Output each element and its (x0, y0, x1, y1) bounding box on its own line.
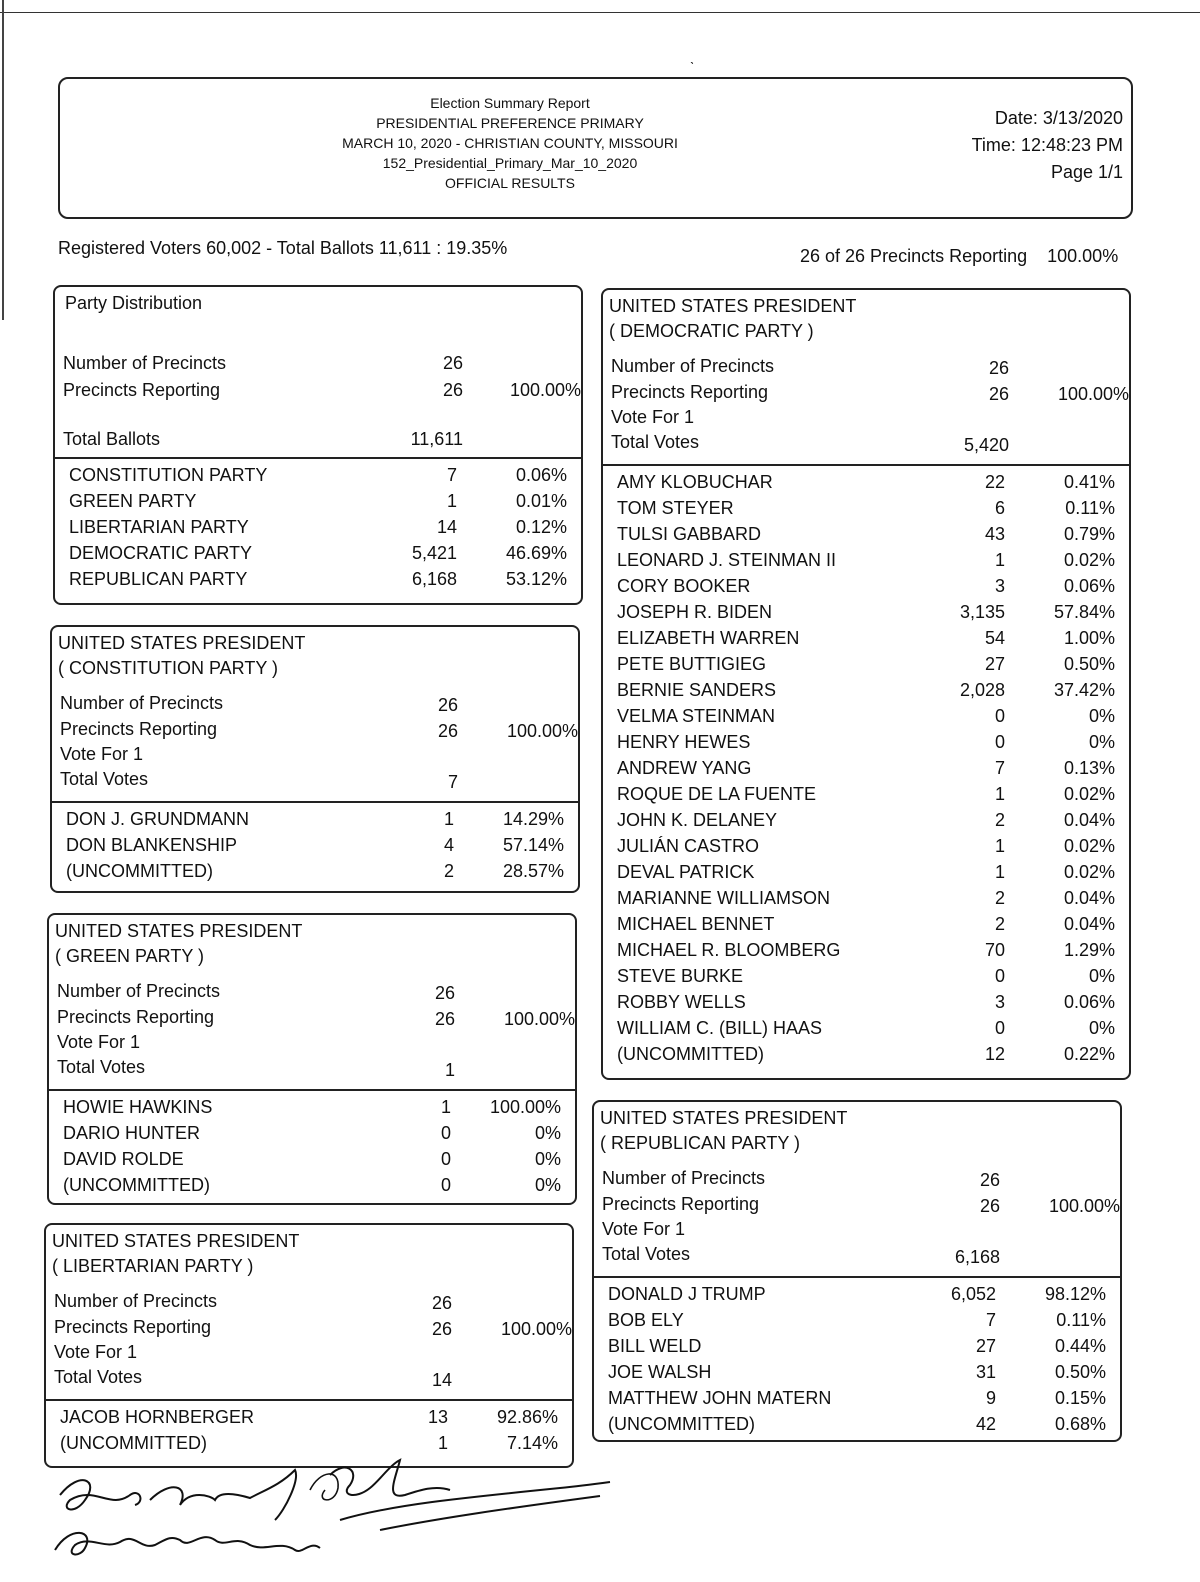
stat-label: Vote For 1 (611, 407, 695, 427)
stat-label: Number of Precincts (57, 981, 221, 1001)
candidate-votes: 1 (443, 809, 454, 829)
candidate-pct: 0.06% (1063, 576, 1115, 596)
candidate-pct: 92.86% (496, 1407, 558, 1427)
candidate-row (617, 888, 1137, 914)
candidate-row (617, 784, 1137, 810)
stat-value: 26 (988, 384, 1009, 404)
candidate-name: ROQUE DE LA FUENTE (617, 784, 817, 804)
candidate-votes: 1 (440, 1097, 451, 1117)
candidate-row (66, 861, 586, 887)
stat-value: 14 (431, 1370, 452, 1390)
candidate-name: HENRY HEWES (617, 732, 751, 752)
candidate-name: CORY BOOKER (617, 576, 751, 596)
candidate-row (617, 576, 1137, 602)
candidate-votes: 14 (436, 517, 457, 537)
candidate-name: VELMA STEINMAN (617, 706, 776, 726)
candidate-votes: 6,052 (950, 1284, 996, 1304)
candidate-row (617, 836, 1137, 862)
stat-value: 26 (442, 353, 463, 373)
candidate-pct: 1.29% (1063, 940, 1115, 960)
candidate-name: WILLIAM C. (BILL) HAAS (617, 1018, 823, 1038)
stat-row (611, 382, 1131, 408)
candidate-name: TOM STEYER (617, 498, 734, 518)
party-subtitle: ( CONSTITUTION PARTY ) (58, 658, 279, 678)
candidate-pct: 0.50% (1063, 654, 1115, 674)
candidate-row (60, 1407, 580, 1433)
candidate-pct: 0.41% (1063, 472, 1115, 492)
stat-pct: 100.00% (506, 721, 578, 741)
candidate-votes: 22 (984, 472, 1005, 492)
precincts-reporting-text: 26 of 26 Precincts Reporting (800, 246, 1028, 266)
candidate-pct: 0.79% (1063, 524, 1115, 544)
candidate-row (63, 1123, 583, 1149)
stat-value: 6,168 (954, 1247, 1000, 1267)
candidate-row (617, 914, 1137, 940)
candidate-pct: 0.22% (1063, 1044, 1115, 1064)
candidate-row (617, 706, 1137, 732)
report-election-id: 152_Presidential_Primary_Mar_10_2020 (382, 155, 638, 171)
candidate-name: STEVE BURKE (617, 966, 744, 986)
candidate-row (608, 1388, 1128, 1414)
candidate-name: BILL WELD (608, 1336, 702, 1356)
candidate-votes: 31 (975, 1362, 996, 1382)
stat-pct: 100.00% (1048, 1196, 1120, 1216)
stat-value: 26 (431, 1319, 452, 1339)
candidate-pct: 28.57% (502, 861, 564, 881)
stat-row (63, 380, 583, 406)
stat-label: Number of Precincts (60, 693, 224, 713)
candidate-pct: 0.13% (1063, 758, 1115, 778)
candidate-votes: 3,135 (959, 602, 1005, 622)
stat-pct: 100.00% (509, 380, 581, 400)
report-header-center (300, 93, 720, 193)
precincts-reporting-pct: 100.00% (1047, 246, 1119, 266)
stat-label: Precincts Reporting (63, 380, 221, 400)
democratic-party-box (601, 288, 1131, 1080)
candidate-name: (UNCOMMITTED) (60, 1433, 207, 1453)
candidate-pct: 1.00% (1063, 628, 1115, 648)
section-divider (52, 801, 578, 803)
box-title: Party Distribution (65, 293, 203, 313)
candidate-votes: 2 (994, 888, 1005, 908)
report-header (58, 77, 1133, 219)
stat-label: Total Votes (602, 1244, 691, 1264)
candidate-row (608, 1362, 1128, 1388)
party-subtitle: ( LIBERTARIAN PARTY ) (52, 1256, 254, 1276)
candidate-row (617, 498, 1137, 524)
candidate-pct: 0.44% (1054, 1336, 1106, 1356)
candidate-pct: 0.01% (515, 491, 567, 511)
office-title: UNITED STATES PRESIDENT (609, 296, 857, 316)
candidate-votes: 2,028 (959, 680, 1005, 700)
candidate-name: (UNCOMMITTED) (66, 861, 213, 881)
stat-label: Total Votes (57, 1057, 146, 1077)
candidate-row (608, 1310, 1128, 1336)
candidate-votes: 7 (994, 758, 1005, 778)
candidate-pct: 0% (1088, 732, 1115, 752)
official-signatures (40, 1440, 640, 1580)
stat-value: 26 (979, 1170, 1000, 1190)
candidate-pct: 100.00% (489, 1097, 561, 1117)
party-subtitle: ( GREEN PARTY ) (55, 946, 205, 966)
candidate-row (617, 810, 1137, 836)
candidate-name: (UNCOMMITTED) (617, 1044, 764, 1064)
stat-row (611, 356, 1131, 382)
candidate-name: MARIANNE WILLIAMSON (617, 888, 831, 908)
candidate-pct: 0.50% (1054, 1362, 1106, 1382)
candidate-row (617, 758, 1137, 784)
candidate-row (617, 966, 1137, 992)
stat-value: 26 (979, 1196, 1000, 1216)
office-title: UNITED STATES PRESIDENT (55, 921, 303, 941)
stat-row (60, 693, 580, 719)
candidate-votes: 4 (443, 835, 454, 855)
candidate-votes: 0 (994, 1018, 1005, 1038)
stat-label: Precincts Reporting (57, 1007, 215, 1027)
green-party-box (47, 913, 577, 1205)
stat-row (54, 1342, 574, 1368)
candidate-name: BOB ELY (608, 1310, 684, 1330)
stat-label: Precincts Reporting (54, 1317, 212, 1337)
stat-label: Total Votes (54, 1367, 143, 1387)
stat-row (60, 769, 580, 795)
stat-label: Number of Precincts (611, 356, 775, 376)
candidate-row (69, 543, 589, 569)
candidate-row (617, 732, 1137, 758)
candidate-name: (UNCOMMITTED) (63, 1175, 210, 1195)
candidate-pct: 0.15% (1054, 1388, 1106, 1408)
stat-value: 26 (431, 1293, 452, 1313)
candidate-name: ANDREW YANG (617, 758, 752, 778)
candidate-votes: 42 (975, 1414, 996, 1434)
candidate-row (617, 680, 1137, 706)
candidate-votes: 1 (437, 1433, 448, 1453)
stat-row (602, 1244, 1122, 1270)
candidate-pct: 46.69% (505, 543, 567, 563)
candidate-pct: 0.68% (1054, 1414, 1106, 1434)
candidate-pct: 0.04% (1063, 810, 1115, 830)
candidate-name: JOHN K. DELANEY (617, 810, 778, 830)
stat-value: 26 (442, 380, 463, 400)
candidate-row (69, 491, 589, 517)
candidate-pct: 0% (534, 1149, 561, 1169)
stat-label: Number of Precincts (63, 353, 227, 373)
section-divider (55, 457, 581, 459)
candidate-pct: 0.11% (1056, 1310, 1106, 1330)
candidate-name: GREEN PARTY (69, 491, 197, 511)
candidate-pct: 37.42% (1053, 680, 1115, 700)
stat-label: Precincts Reporting (602, 1194, 760, 1214)
candidate-row (617, 472, 1137, 498)
candidate-row (63, 1175, 583, 1201)
office-title: UNITED STATES PRESIDENT (52, 1231, 300, 1251)
candidate-name: LEONARD J. STEINMAN II (617, 550, 837, 570)
candidate-name: JOE WALSH (608, 1362, 712, 1382)
stat-label: Number of Precincts (54, 1291, 218, 1311)
candidate-row (69, 517, 589, 543)
candidate-name: (UNCOMMITTED) (608, 1414, 755, 1434)
report-header-right (972, 105, 1123, 186)
candidate-votes: 0 (994, 732, 1005, 752)
candidate-row (66, 809, 586, 835)
candidate-pct: 0% (534, 1175, 561, 1195)
candidate-pct: 98.12% (1044, 1284, 1106, 1304)
stat-label: Vote For 1 (602, 1219, 686, 1239)
stat-value: 5,420 (963, 435, 1009, 455)
candidate-votes: 9 (985, 1388, 996, 1408)
candidate-votes: 1 (994, 784, 1005, 804)
stat-label: Precincts Reporting (60, 719, 218, 739)
stat-value: 7 (447, 772, 458, 792)
candidate-pct: 0% (1088, 1018, 1115, 1038)
section-divider (46, 1399, 572, 1401)
republican-party-box (592, 1100, 1122, 1442)
candidate-votes: 2 (994, 914, 1005, 934)
candidate-votes: 0 (994, 706, 1005, 726)
candidate-votes: 6 (994, 498, 1005, 518)
stat-pct: 100.00% (500, 1319, 572, 1339)
stat-pct: 100.00% (1057, 384, 1129, 404)
candidate-pct: 0.02% (1063, 550, 1115, 570)
stat-label: Vote For 1 (57, 1032, 141, 1052)
stat-row (57, 1057, 577, 1083)
libertarian-party-box (44, 1223, 574, 1468)
constitution-party-box (50, 625, 580, 893)
stat-row (54, 1291, 574, 1317)
candidate-votes: 3 (994, 576, 1005, 596)
candidate-pct: 0.06% (1063, 992, 1115, 1012)
stat-value: 26 (434, 983, 455, 1003)
stat-row (54, 1367, 574, 1393)
candidate-votes: 7 (985, 1310, 996, 1330)
candidate-pct: 0% (1088, 706, 1115, 726)
candidate-votes: 0 (440, 1123, 451, 1143)
stat-value: 1 (444, 1060, 455, 1080)
candidate-pct: 0.02% (1063, 862, 1115, 882)
candidate-votes: 5,421 (411, 543, 457, 563)
candidate-name: DAVID ROLDE (63, 1149, 184, 1169)
stat-row (602, 1194, 1122, 1220)
candidate-votes: 27 (984, 654, 1005, 674)
candidate-votes: 1 (994, 862, 1005, 882)
candidate-pct: 0.12% (515, 517, 567, 537)
stat-value: 11,611 (410, 429, 463, 449)
candidate-pct: 7.14% (506, 1433, 558, 1453)
candidate-name: ROBBY WELLS (617, 992, 746, 1012)
candidate-votes: 13 (427, 1407, 448, 1427)
candidate-pct: 0.04% (1063, 888, 1115, 908)
candidate-name: REPUBLICAN PARTY (69, 569, 248, 589)
candidate-row (617, 602, 1137, 628)
stat-row (54, 1317, 574, 1343)
candidate-name: LIBERTARIAN PARTY (69, 517, 249, 537)
office-title: UNITED STATES PRESIDENT (58, 633, 306, 653)
party-subtitle: ( DEMOCRATIC PARTY ) (609, 321, 814, 341)
candidate-votes: 27 (975, 1336, 996, 1356)
candidate-row (617, 1018, 1137, 1044)
stat-value: 26 (437, 695, 458, 715)
candidate-pct: 0.02% (1063, 836, 1115, 856)
stat-row (63, 429, 583, 455)
candidate-row (66, 835, 586, 861)
stat-value: 26 (988, 358, 1009, 378)
stat-row (57, 981, 577, 1007)
report-election-date-county: MARCH 10, 2020 - CHRISTIAN COUNTY, MISSOURI (342, 135, 678, 151)
candidate-votes: 54 (984, 628, 1005, 648)
report-status: OFFICIAL RESULTS (445, 175, 575, 191)
candidate-row (617, 992, 1137, 1018)
stat-label: Total Votes (60, 769, 149, 789)
precincts-reporting-summary (800, 246, 1118, 267)
scan-speck: ˎ (690, 48, 695, 64)
candidate-votes: 12 (984, 1044, 1005, 1064)
section-divider (594, 1276, 1120, 1278)
candidate-name: JULIÁN CASTRO (617, 836, 760, 856)
candidate-pct: 53.12% (505, 569, 567, 589)
candidate-name: JACOB HORNBERGER (60, 1407, 255, 1427)
stat-row (60, 744, 580, 770)
stat-row (63, 353, 583, 379)
page-top-rule (0, 12, 1200, 13)
candidate-votes: 2 (443, 861, 454, 881)
candidate-pct: 0.04% (1063, 914, 1115, 934)
registered-voters-summary: Registered Voters 60,002 - Total Ballots 11,611 : 19.35% (58, 238, 508, 258)
candidate-votes: 0 (440, 1149, 451, 1169)
report-page: Page 1/1 (1050, 162, 1123, 182)
candidate-pct: 0% (1088, 966, 1115, 986)
candidate-row (69, 569, 589, 595)
candidate-name: ELIZABETH WARREN (617, 628, 800, 648)
party-subtitle: ( REPUBLICAN PARTY ) (600, 1133, 801, 1153)
stat-value: 26 (437, 721, 458, 741)
candidate-row (617, 654, 1137, 680)
candidate-name: DON BLANKENSHIP (66, 835, 238, 855)
stat-row (57, 1007, 577, 1033)
page-left-rule (2, 0, 4, 320)
candidate-votes: 0 (440, 1175, 451, 1195)
stat-row (602, 1168, 1122, 1194)
candidate-name: HOWIE HAWKINS (63, 1097, 213, 1117)
report-date: Date: 3/13/2020 (994, 108, 1123, 128)
candidate-row (617, 524, 1137, 550)
candidate-row (617, 1044, 1137, 1070)
candidate-votes: 1 (994, 836, 1005, 856)
candidate-row (608, 1414, 1128, 1440)
candidate-name: BERNIE SANDERS (617, 680, 777, 700)
candidate-name: MICHAEL R. BLOOMBERG (617, 940, 841, 960)
candidate-name: MICHAEL BENNET (617, 914, 775, 934)
candidate-name: DONALD J TRUMP (608, 1284, 766, 1304)
candidate-pct: 0% (534, 1123, 561, 1143)
stat-label: Vote For 1 (54, 1342, 138, 1362)
stat-row (611, 407, 1131, 433)
section-divider (603, 464, 1129, 466)
candidate-votes: 0 (994, 966, 1005, 986)
stat-row (602, 1219, 1122, 1245)
candidate-name: JOSEPH R. BIDEN (617, 602, 773, 622)
candidate-pct: 57.14% (502, 835, 564, 855)
candidate-pct: 0.06% (515, 465, 567, 485)
candidate-name: DON J. GRUNDMANN (66, 809, 249, 829)
candidate-row (63, 1149, 583, 1175)
stat-label: Total Ballots (63, 429, 161, 449)
candidate-name: DARIO HUNTER (63, 1123, 201, 1143)
candidate-row (617, 940, 1137, 966)
candidate-name: AMY KLOBUCHAR (617, 472, 773, 492)
candidate-votes: 70 (984, 940, 1005, 960)
candidate-row (608, 1284, 1128, 1310)
candidate-votes: 2 (994, 810, 1005, 830)
candidate-pct: 0.02% (1063, 784, 1115, 804)
candidate-votes: 7 (446, 465, 457, 485)
stat-label: Total Votes (611, 432, 700, 452)
candidate-row (69, 465, 589, 491)
stat-pct: 100.00% (503, 1009, 575, 1029)
stat-label: Number of Precincts (602, 1168, 766, 1188)
stat-row (57, 1032, 577, 1058)
candidate-votes: 6,168 (411, 569, 457, 589)
report-time: Time: 12:48:23 PM (971, 135, 1123, 155)
candidate-pct: 0.11% (1065, 498, 1115, 518)
candidate-name: TULSI GABBARD (617, 524, 762, 544)
candidate-votes: 1 (446, 491, 457, 511)
candidate-name: PETE BUTTIGIEG (617, 654, 767, 674)
stat-row (611, 432, 1131, 458)
stat-label: Precincts Reporting (611, 382, 769, 402)
candidate-votes: 1 (994, 550, 1005, 570)
candidate-name: DEVAL PATRICK (617, 862, 755, 882)
stat-value: 26 (434, 1009, 455, 1029)
candidate-name: DEMOCRATIC PARTY (69, 543, 253, 563)
candidate-row (617, 550, 1137, 576)
candidate-votes: 43 (984, 524, 1005, 544)
candidate-name: MATTHEW JOHN MATERN (608, 1388, 832, 1408)
candidate-row (617, 628, 1137, 654)
candidate-votes: 3 (994, 992, 1005, 1012)
candidate-pct: 57.84% (1053, 602, 1115, 622)
report-title: Election Summary Report (430, 95, 590, 111)
party-distribution-box (53, 285, 583, 605)
report-election-name: PRESIDENTIAL PREFERENCE PRIMARY (376, 115, 644, 131)
candidate-pct: 14.29% (502, 809, 564, 829)
candidate-row (617, 862, 1137, 888)
candidate-name: CONSTITUTION PARTY (69, 465, 268, 485)
candidate-row (608, 1336, 1128, 1362)
stat-label: Vote For 1 (60, 744, 144, 764)
candidate-row (63, 1097, 583, 1123)
section-divider (49, 1089, 575, 1091)
office-title: UNITED STATES PRESIDENT (600, 1108, 848, 1128)
stat-row (60, 719, 580, 745)
